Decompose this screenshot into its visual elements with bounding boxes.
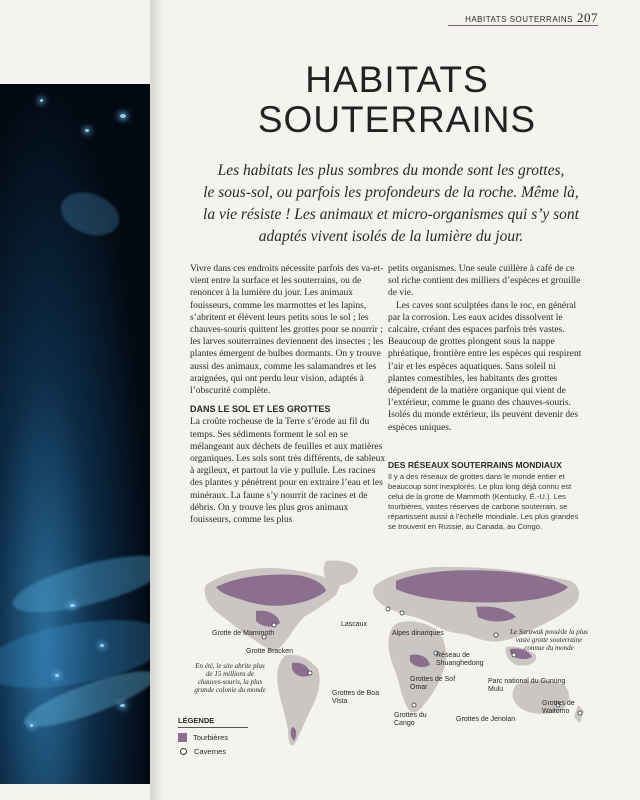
label-jenolan: Grottes de Jenolan [456, 716, 516, 723]
greenland-land [324, 560, 358, 585]
title-line-2: SOUTERRAINS [257, 99, 537, 140]
label-sofomar: Grottes de Sof Omar [410, 676, 456, 691]
label-waitomo: Grottes de Waitomo [542, 700, 575, 715]
running-header [465, 10, 598, 26]
legend-heading: LÉGENDE [178, 716, 248, 728]
cave-marker-cango [412, 703, 416, 707]
sidebar-heading: DES RÉSEAUX SOUTERRAINS MONDIAUX [388, 460, 562, 470]
legend-caves-label: Cavernes [194, 747, 227, 756]
label-alpes: Alpes dinariques [392, 630, 444, 637]
label-lascaux: Lascaux [341, 621, 368, 628]
running-header-title: HABITATS SOUTERRAINS [465, 15, 573, 24]
body-column-left [190, 263, 386, 526]
intro-line-3: la vie résiste ! Les animaux et micro-organismes qui s’y sont [203, 206, 579, 223]
subhead-soil-caves: DANS LE SOL ET LES GROTTES [190, 404, 331, 415]
map-legend [178, 716, 248, 761]
label-mammoth: Grotte de Mammoth [212, 630, 275, 637]
label-shuanghe: Réseau de Shuanghedong [436, 652, 484, 667]
label-boavista: Grottes de Boa Vista [332, 690, 380, 705]
body-paragraph-2: La croûte rocheuse de la Terre s’érode au fil du temps. Ses sédiments forment le sol en se mélangeant aux déchets de feuilles et aux matières organiques. Les sols sont très différents, de sableux à argileux, et partout la vie y pullule. Les racines des plantes y pénètrent pour en extraire l’eau et les minéraux. La faune s’y nourrit de racines et de débris. On y trouve les plus gros animaux fouisseurs, comme les plus [190, 417, 386, 526]
note-bracken-bats: En été, le site abrite plus de 15 millions de chauves-souris, la plus grande colonie du monde [194, 662, 266, 694]
label-bracken: Grotte Bracken [246, 648, 294, 655]
legend-peat-label: Tourbières [193, 733, 229, 742]
cave-dot-icon [180, 748, 187, 755]
intro-line-1: Les habitats les plus sombres du monde sont les grottes, [217, 162, 565, 179]
page-title [212, 60, 582, 140]
cave-photo [0, 84, 150, 784]
sidebar-text: Il y a des réseaux de grottes dans le monde entier et beaucoup sont inexplorés. Le plus long déjà connu est celui de la grotte de Mammoth (Kentucky, É.-U.). Les tourbières, vastes réserves de carbone souterrain, se répartissent aussi à l’échelle mondiale. Les plus grandes se trouvent en Russie, au Canada, au Congo. [388, 472, 579, 531]
sidebar-world-networks [388, 460, 584, 532]
intro-line-4: adaptés vivent isolés de la lumière du jour. [258, 228, 524, 245]
cave-marker-boavista [308, 671, 312, 675]
cave-marker-mammoth [272, 623, 276, 627]
label-cango: Grottes du Cango [394, 712, 427, 727]
header-rule [448, 25, 598, 26]
body-paragraph-3: petits organismes. Une seule cuillère à café de ce sol riche contient des milliers d’espèces et grouille de vie. [388, 264, 581, 299]
cave-marker-alpes [400, 611, 404, 615]
page-number: 207 [577, 10, 598, 25]
intro-line-2: le sous-sol, ou parfois les profondeurs de la roche. Même là, [203, 184, 579, 201]
note-sarawak: Le Sarawak possède la plus vaste grotte souterraine connue du monde [510, 628, 588, 652]
legend-row-peat [178, 733, 248, 742]
page-gutter [150, 0, 164, 800]
title-line-1: HABITATS [305, 59, 489, 100]
cave-marker-lascaux [386, 607, 390, 611]
label-gunung: Parc national du Gunung Mulu [488, 678, 566, 693]
body-paragraph-1: Vivre dans ces endroits nécessite parfois des va-et-vient entre la surface et les souterrains, ou de renoncer à la lumière du jour. Les animaux fouisseurs, comme les marmottes et les lapins, s’abritent et élèvent leurs petits sous le sol ; les chauves-souris quittent les grottes pour se nourrir ; les larves souterraines deviennent des insectes ; les plantes émergent de bulbes dormants. On y trouve aussi des animaux, comme les salamandres et les araignées, qui ont perdu leur vision, adaptés à l’obscurité complète. [190, 264, 384, 397]
peat-swatch [178, 733, 187, 742]
cave-marker-gunung [512, 653, 516, 657]
legend-row-caves [178, 747, 248, 756]
body-column-right [388, 263, 584, 434]
cave-marker-shuanghe [494, 633, 498, 637]
intro-text [190, 160, 592, 248]
body-paragraph-4: Les caves sont sculptées dans le roc, en général par la corrosion. Les eaux acides dissolvent le calcaire, créant des espaces parfois très vastes. Beaucoup de grottes plongent sous la nappe phréatique, frontière entre les espèces qui respirent l’air et les espèces aquatiques. Sans soleil ni plantes comestibles, les habitants des grottes dépendent de la matière organique qui vient de l’extérieur, comme le guano des chauves-souris. Isolés du monde extérieur, ils peuvent devenir des espèces uniques. [388, 300, 582, 433]
